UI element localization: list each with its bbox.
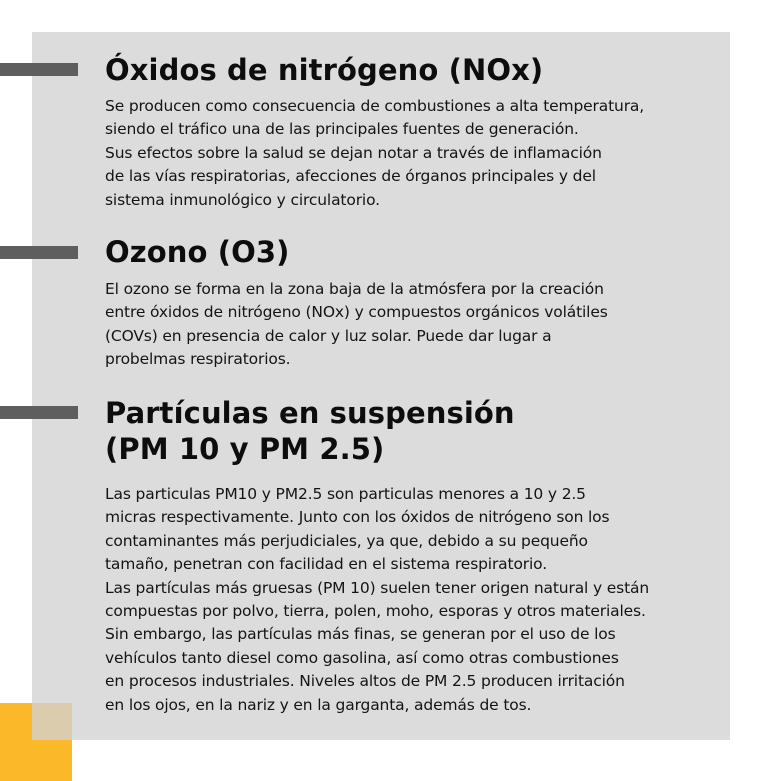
section-heading-ozone: Ozono (O3): [105, 235, 290, 269]
body-line: probelmas respiratorios.: [105, 350, 291, 369]
section-body-ozone: [105, 278, 725, 372]
body-line: tamaño, penetran con facilidad en el sistema respiratorio.: [105, 555, 548, 574]
body-line: Sus efectos sobre la salud se dejan notar a través de inflamación: [105, 143, 602, 162]
section-body-particles: [105, 483, 725, 717]
heading-line: (PM 10 y PM 2.5): [105, 432, 385, 466]
body-line: El ozono se forma en la zona baja de la atmósfera por la creación: [105, 280, 604, 298]
section-marker-bar: [0, 63, 78, 76]
body-line: de las vías respiratorias, afecciones de órganos principales y del: [105, 167, 596, 186]
section-body-nox: [105, 95, 725, 212]
body-line: vehículos tanto diesel como gasolina, así como otras combustiones: [105, 648, 619, 667]
body-line: siendo el tráfico una de las principales fuentes de generación.: [105, 120, 579, 139]
body-line: en procesos industriales. Niveles altos de PM 2.5 producen irritación: [105, 672, 625, 691]
section-heading-nox: Óxidos de nitrógeno (NOx): [105, 53, 544, 87]
body-line: entre óxidos de nitrógeno (NOx) y compuestos orgánicos volátiles: [105, 303, 608, 322]
body-line: compuestas por polvo, tierra, polen, moho, esporas y otros materiales.: [105, 602, 646, 621]
body-line: sistema inmunológico y circulatorio.: [105, 190, 380, 209]
body-line: contaminantes más perjudiciales, ya que, debido a su pequeño: [105, 531, 588, 550]
body-line: en los ojos, en la nariz y en la garganta, además de tos.: [105, 695, 532, 714]
body-line: Sin embargo, las partículas más finas, se generan por el uso de los: [105, 625, 616, 644]
section-marker-bar: [0, 406, 78, 419]
body-line: Se producen como consecuencia de combustiones a alta temperatura,: [105, 97, 645, 115]
body-line: Las particulas PM10 y PM2.5 son particulas menores a 10 y 2.5: [105, 485, 586, 503]
section-heading-particles: [105, 395, 515, 467]
body-line: Las partículas más gruesas (PM 10) suelen tener origen natural y están: [105, 578, 650, 597]
section-marker-bar: [0, 246, 78, 259]
body-line: (COVs) en presencia de calor y luz solar. Puede dar lugar a: [105, 326, 552, 345]
heading-line: Partículas en suspensión: [105, 396, 515, 430]
body-line: micras respectivamente. Junto con los óxidos de nitrógeno son los: [105, 508, 610, 527]
